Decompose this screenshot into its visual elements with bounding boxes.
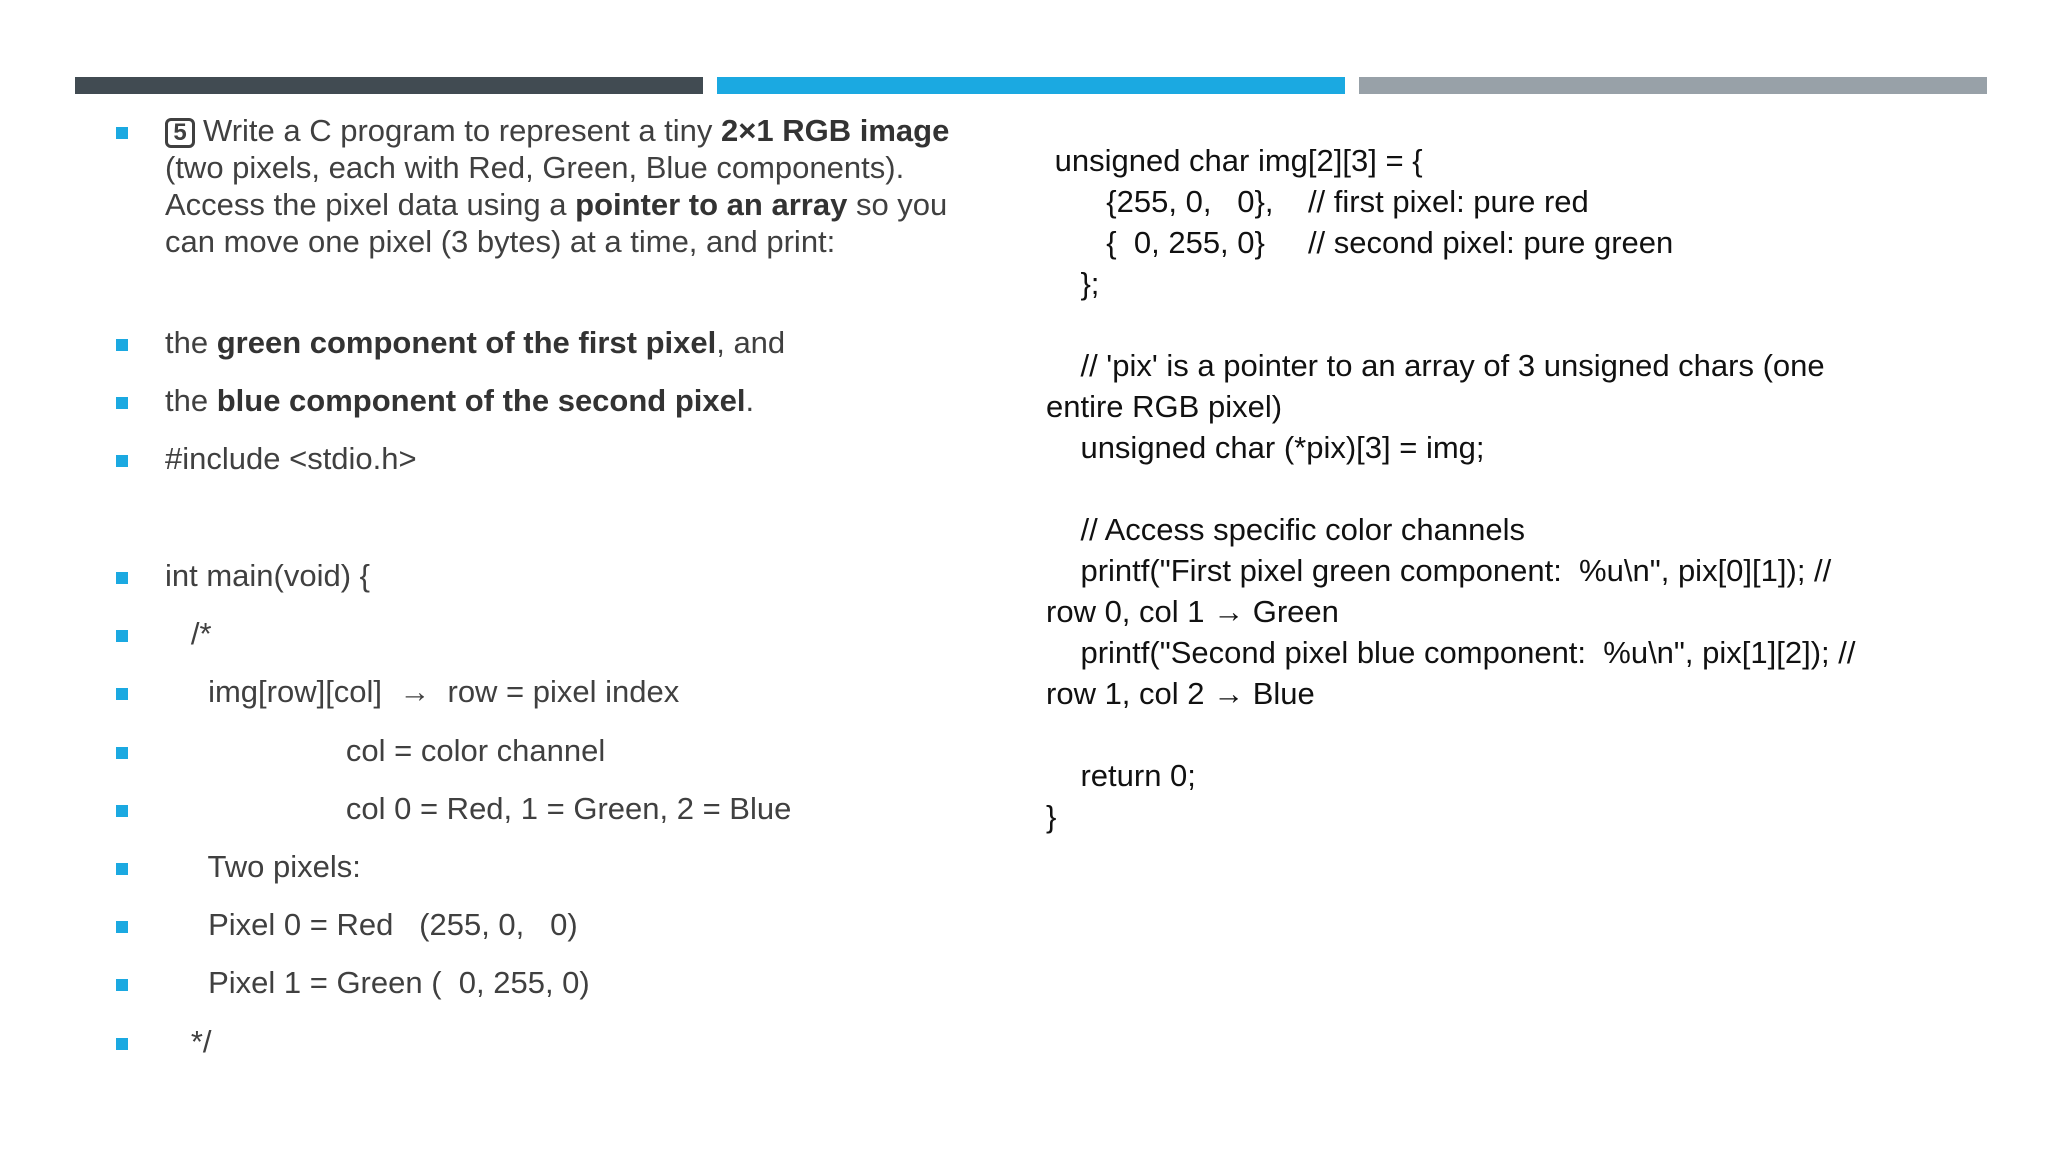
question-emphasis-2: pointer to an array bbox=[575, 187, 848, 222]
code-line: row 0, col 1 → Green bbox=[1046, 594, 1339, 629]
square-bullet-icon bbox=[116, 979, 128, 991]
square-bullet-icon bbox=[116, 572, 128, 584]
header-bar-dark bbox=[75, 77, 703, 94]
square-bullet-icon bbox=[116, 339, 128, 351]
code-line: unsigned char (*pix)[3] = img; bbox=[1046, 430, 1485, 465]
square-bullet-icon bbox=[116, 805, 128, 817]
code-line: }; bbox=[1046, 266, 1100, 301]
header-bar-blue bbox=[717, 77, 1345, 94]
code-line: { 0, 255, 0} // second pixel: pure green bbox=[1046, 225, 1674, 260]
code-line: } bbox=[1046, 799, 1057, 834]
square-bullet-icon bbox=[116, 921, 128, 933]
square-bullet-icon bbox=[116, 397, 128, 409]
code-line: entire RGB pixel) bbox=[1046, 389, 1283, 424]
slide: 5 Write a C program to represent a tiny 2×1 RGB image (two pixels, each with Red, Green, Blue components). Access the pixel data using a pointer to an array so you can move one pixel (3 bytes) at a time, and print: the green component of the first pixel, and the blue component of the second pixel. #include <stdio.h> int main(void) { /* img[row][col] → row = pixel index col = color channel col 0 = Red, 1 = Green, 2 = Blue Two pixels: Pixel 0 = Red (255, 0, 0) Pixel 1 = Green ( 0, 255, 0) */ unsigned char img[2][3] = { {255, 0, 0}, // first pixel: pure red { 0, 255, 0} // second pixel: pure green }; // 'pix' is a pointer to an array of 3 unsigned chars (one entire RGB pixel) unsigned char (*pix)[3] = img; // Access specific color channels printf("First pixel green component: %u\n", pix[0][1]); // row 0, col 1 → Green printf("Second pixel blue component: %u\n", pix[1][2]); // row 1, col 2 → Blue return 0; } bbox=[0, 0, 2048, 1152]
code-line: // 'pix' is a pointer to an array of 3 unsigned chars (one bbox=[1046, 348, 1825, 383]
number-badge: 5 bbox=[165, 118, 195, 148]
square-bullet-icon bbox=[116, 455, 128, 467]
code-line bbox=[1046, 714, 1946, 755]
square-bullet-icon bbox=[116, 1038, 128, 1050]
code-line: printf("First pixel green component: %u\n", pix[0][1]); // bbox=[1046, 553, 1832, 588]
square-bullet-icon bbox=[116, 630, 128, 642]
code-line: unsigned char img[2][3] = { bbox=[1046, 143, 1423, 178]
header-bar-gray bbox=[1359, 77, 1987, 94]
code-block bbox=[1046, 140, 1946, 837]
square-bullet-icon bbox=[116, 688, 128, 700]
square-bullet-icon bbox=[116, 747, 128, 759]
code-line: // Access specific color channels bbox=[1046, 512, 1525, 547]
code-line bbox=[1046, 468, 1946, 509]
code-line bbox=[1046, 304, 1946, 345]
question-emphasis-1: 2×1 RGB image bbox=[721, 113, 950, 148]
square-bullet-icon bbox=[116, 863, 128, 875]
code-line: printf("Second pixel blue component: %u\n", pix[1][2]); // bbox=[1046, 635, 1856, 670]
code-line: return 0; bbox=[1046, 758, 1196, 793]
code-line: {255, 0, 0}, // first pixel: pure red bbox=[1046, 184, 1589, 219]
code-line: row 1, col 2 → Blue bbox=[1046, 676, 1315, 711]
square-bullet-icon bbox=[116, 127, 128, 139]
